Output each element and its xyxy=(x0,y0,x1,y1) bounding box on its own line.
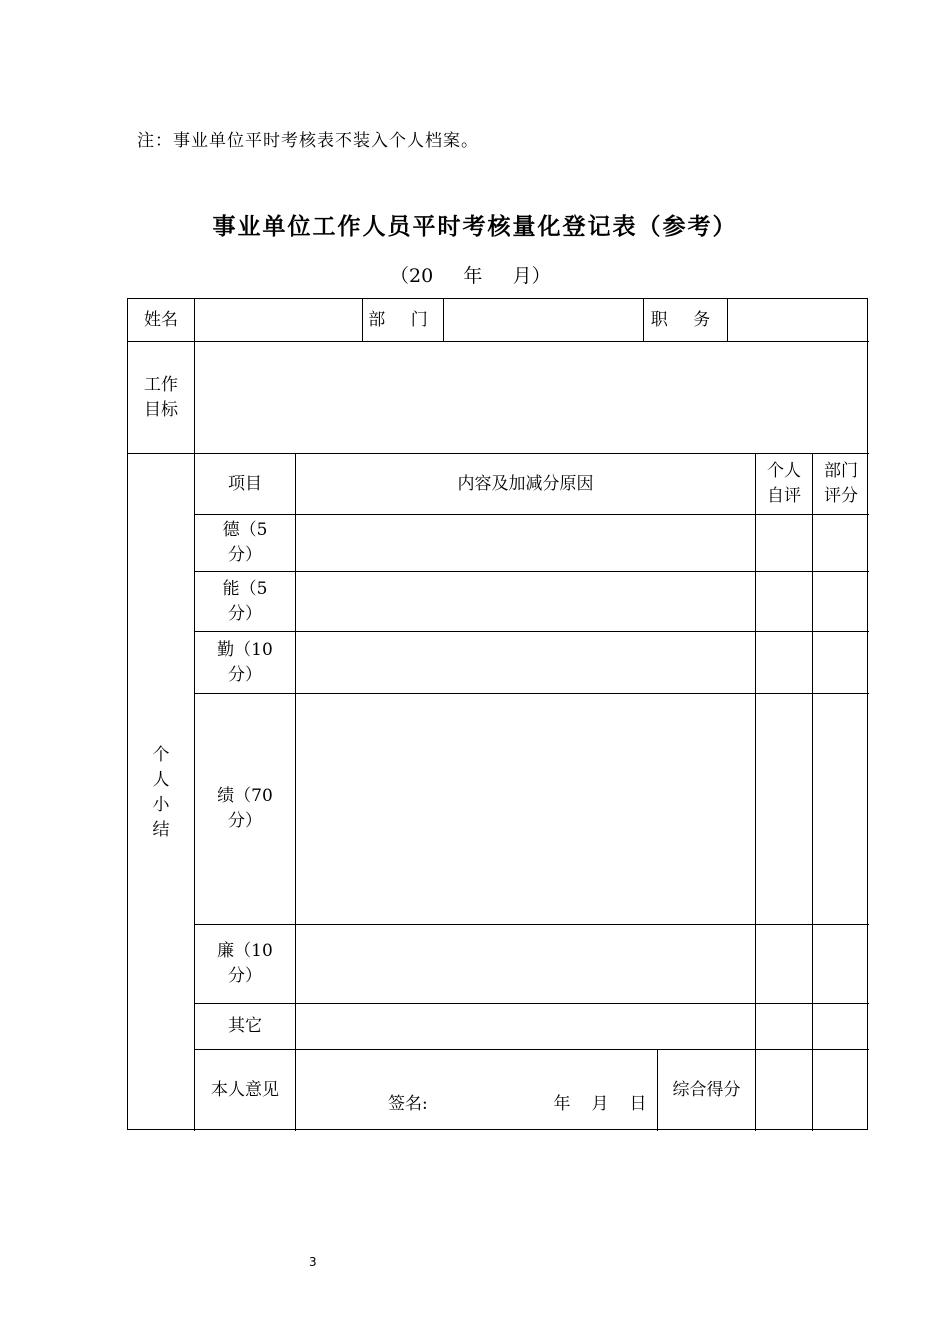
row-label-other: 其它 xyxy=(228,1016,262,1036)
row-label-de: 德（5 分） xyxy=(222,520,268,565)
date-day: 日 xyxy=(629,1093,647,1114)
position-field[interactable] xyxy=(728,300,868,340)
row-label-ji: 绩（70 分） xyxy=(217,786,273,831)
opinion-field[interactable] xyxy=(296,1050,657,1130)
work-goal-field[interactable] xyxy=(195,342,868,452)
opinion-label: 本人意见 xyxy=(211,1080,279,1100)
total-dept-field[interactable] xyxy=(813,1050,868,1130)
summary-section-label: 个 人 小 结 xyxy=(152,744,170,840)
note: 注：事业单位平时考核表不装入个人档案。 xyxy=(137,131,479,151)
row-label-qin: 勤（10 分） xyxy=(217,639,273,685)
col-item-header: 项目 xyxy=(228,473,262,494)
work-goal-label: 工作 目标 xyxy=(144,374,178,420)
position-label: 职 务 xyxy=(650,309,721,330)
row-label-lian: 廉（10 分） xyxy=(217,941,273,986)
date-year: 年 xyxy=(553,1093,571,1114)
total-score-label: 综合得分 xyxy=(672,1080,741,1100)
dept-label: 部 门 xyxy=(368,309,438,330)
col-self-header: 个人 自评 xyxy=(767,461,801,506)
date-month: 月 xyxy=(591,1093,609,1114)
page-number: 3 xyxy=(309,1255,317,1269)
form-title: 事业单位工作人员平时考核量化登记表（参考） xyxy=(212,214,738,240)
dept-field[interactable] xyxy=(444,300,642,340)
col-content-header: 内容及加减分原因 xyxy=(457,473,594,494)
col-dept-header: 部门 评分 xyxy=(824,461,858,506)
registration-form xyxy=(127,298,868,1130)
row-label-neng: 能（5 分） xyxy=(222,578,268,624)
signature-label: 签名: xyxy=(388,1093,428,1114)
name-field[interactable] xyxy=(195,300,361,340)
period: （20 年 月） xyxy=(390,265,551,287)
total-self-field[interactable] xyxy=(756,1050,812,1130)
name-label: 姓名 xyxy=(144,309,178,330)
